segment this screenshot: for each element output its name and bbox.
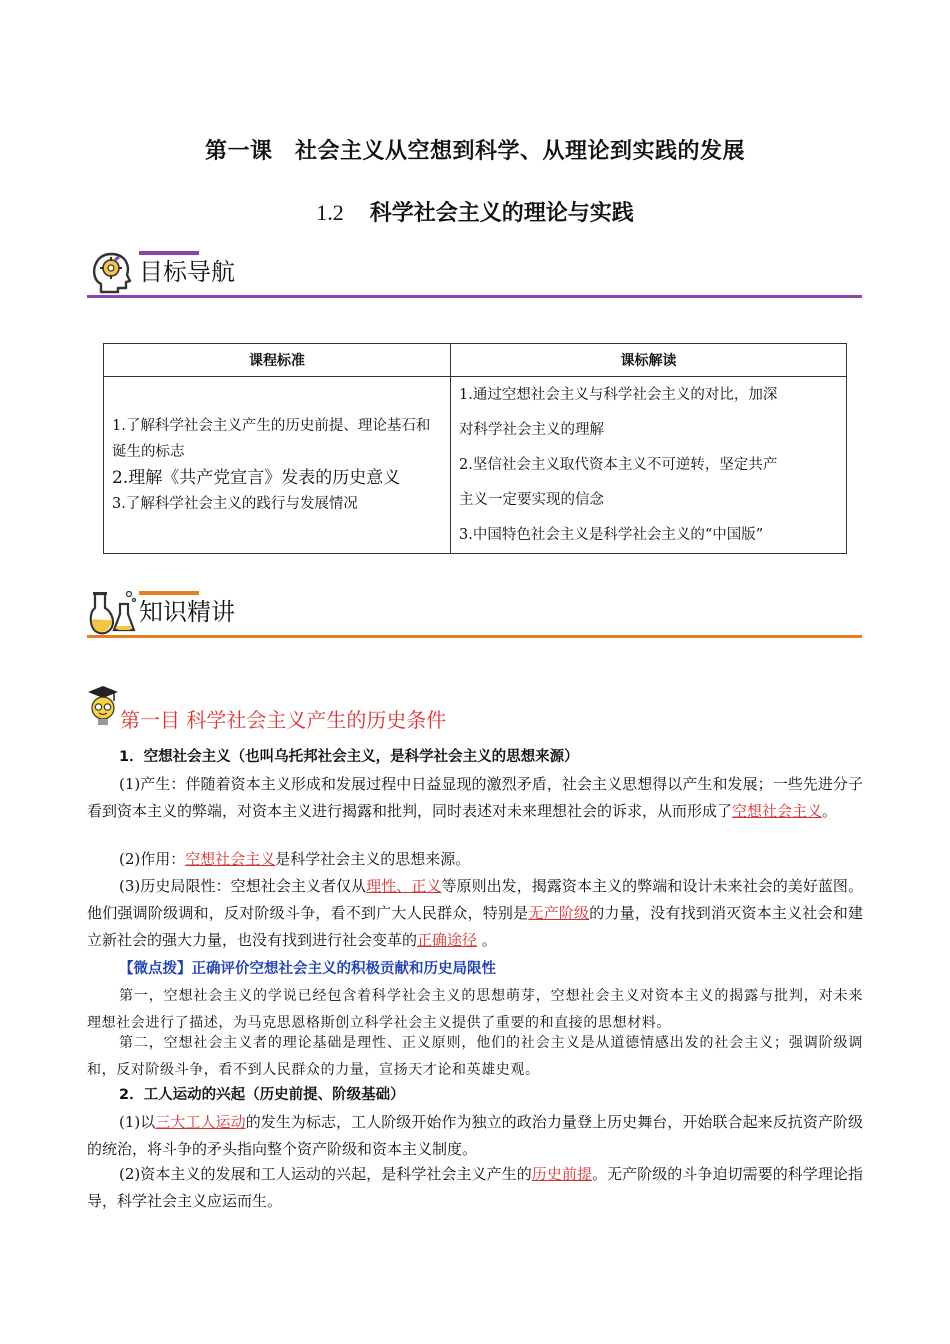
section-number: 1.2: [316, 200, 344, 225]
key-term: 三大工人运动: [155, 1113, 246, 1131]
key-term: 理性、正义: [366, 877, 442, 895]
key-term: 正确途径: [417, 931, 478, 949]
lesson-title: 第一课 社会主义从空想到科学、从理论到实践的发展: [204, 139, 745, 164]
table-header-interpretation: 课标解读: [451, 344, 847, 377]
interpretation-line: 主义一定要实现的信念: [459, 491, 604, 508]
knowledge-header: [87, 588, 862, 638]
text: (2)资本主义的发展和工人运动的兴起，是科学社会主义产生的: [119, 1165, 532, 1183]
topic-title: 第一目 科学社会主义产生的历史条件: [120, 708, 447, 732]
text: 等原则出发，揭露资本主义的弊端和设计未来社会的美好蓝图。他们强调阶级调和，反对阶级斗争，看不到广大人民群众，特别是: [87, 877, 863, 922]
text: (3)历史局限性：空想社会主义者仅从: [119, 877, 367, 895]
knowledge-divider: [87, 635, 862, 638]
goal-nav-label: 目标导航: [139, 258, 235, 286]
standard-item: 1.了解科学社会主义产生的历史前提、理论基石和诞生的标志: [112, 418, 431, 460]
paragraph-workers-2: [87, 1161, 863, 1215]
interpretation-cell: [451, 377, 847, 554]
section-title: [0, 196, 950, 227]
paragraph-origin: [87, 771, 863, 825]
knowledge-label: 知识精讲: [139, 598, 235, 626]
text: 。: [822, 802, 838, 820]
lab-flask-icon: [87, 588, 137, 638]
standard-item: 2.理解《共产党宣言》发表的历史意义: [112, 468, 401, 488]
standard-item: 3.了解科学社会主义的践行与发展情况: [112, 496, 358, 512]
text: 的发生为标志，工人阶级开始作为独立的政治力量登上历史舞台，开始联合起来反抗资产阶级的统治，将斗争的矛头指向整个资产阶级和资本主义制度。: [87, 1113, 863, 1158]
interpretation-line: 对科学社会主义的理解: [459, 421, 604, 438]
text: 。: [477, 931, 497, 949]
tip-paragraph-2: 第二，空想社会主义者的理论基础是理性、正义原则，他们的社会主义是从道德情感出发的社会主义；强调阶级调和，反对阶级斗争，看不到人民群众的力量，宣扬天才论和英雄史观。: [87, 1035, 863, 1078]
section-title-text: 科学社会主义的理论与实践: [369, 201, 634, 226]
text: 。无产阶级的斗争迫切需要的科学理论指导，科学社会主义应运而生。: [87, 1165, 863, 1210]
curriculum-table: [103, 343, 847, 554]
tip-heading: 【微点拨】正确评价空想社会主义的积极贡献和历史局限性: [119, 961, 496, 977]
key-term: 历史前提: [531, 1165, 593, 1183]
text: (1)产生：伴随着资本主义形成和发展过程中日益显现的激烈矛盾，社会主义思想得以产生和发展；一些先进分子看到资本主义的弊端，对资本主义进行揭露和批判，同时表述对未来理想社会的诉求，从而形成了: [87, 775, 863, 820]
interpretation-line: 2.坚信社会主义取代资本主义不可逆转，坚定共产: [459, 456, 778, 473]
head-gear-icon: [87, 248, 135, 296]
graduate-bulb-icon: [86, 684, 120, 728]
key-term: 空想社会主义: [732, 802, 823, 820]
text: (2)作用：: [119, 850, 186, 868]
goal-nav-divider: [87, 295, 862, 298]
subheading-workers: 2．工人运动的兴起（历史前提、阶级基础）: [119, 1087, 405, 1103]
interpretation-line: 3.中国特色社会主义是科学社会主义的“中国版”: [459, 526, 764, 543]
tip-paragraph-1: 第一，空想社会主义的学说已经包含着科学社会主义的思想萌芽，空想社会主义对资本主义的揭露与批判，对未来理想社会进行了描述，为马克思恩格斯创立科学社会主义提供了重要的和直接的思想材料。: [87, 988, 863, 1031]
goal-nav-header: [87, 248, 862, 298]
paragraph-limitations: [87, 873, 863, 954]
standard-cell: [104, 377, 451, 554]
text: (1)以: [119, 1113, 156, 1131]
interpretation-line: 1.通过空想社会主义与科学社会主义的对比，加深: [459, 386, 778, 403]
key-term: 空想社会主义: [185, 850, 276, 868]
subheading-utopian: 1．空想社会主义（也叫乌托邦社会主义，是科学社会主义的思想来源）: [119, 749, 579, 765]
key-term: 无产阶级: [528, 904, 590, 922]
paragraph-role: [87, 846, 863, 873]
table-header-standard: 课程标准: [104, 344, 451, 377]
text: 是科学社会主义的思想来源。: [275, 850, 471, 868]
text: 的力量，没有找到消灭资本主义社会和建立新社会的强大力量，也没有找到进行社会变革的: [87, 904, 863, 949]
paragraph-workers-1: [87, 1109, 863, 1163]
